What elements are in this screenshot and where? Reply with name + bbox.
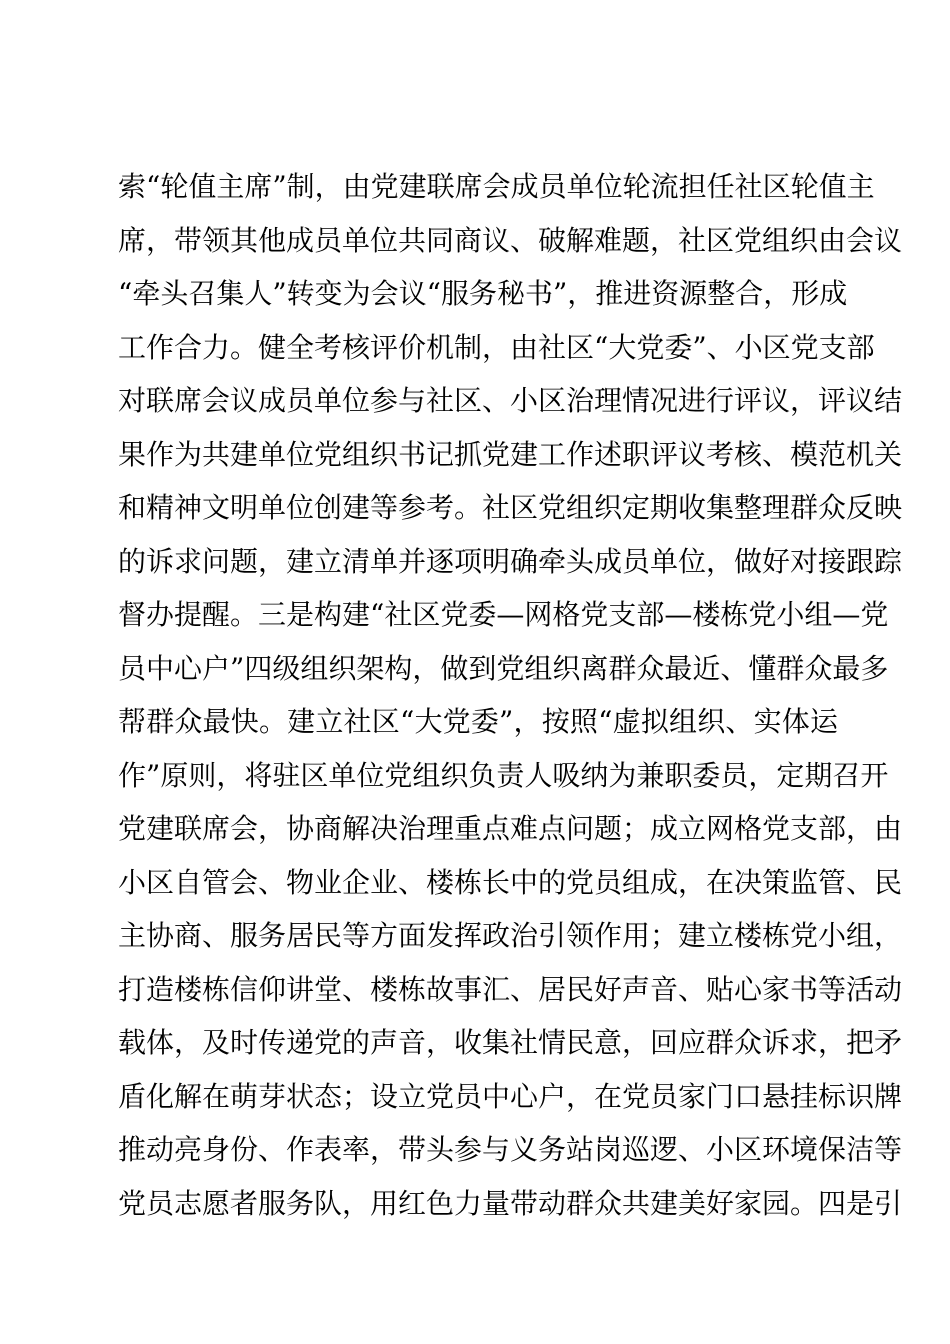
text-line: 帮群众最快。建立社区“大党委”，按照“虚拟组织、实体运 [118,705,838,738]
text-line: 盾化解在萌芽状态；设立党员中心户，在党员家门口悬挂标识牌 [118,1079,903,1113]
text-line: 和精神文明单位创建等参考。社区党组织定期收集整理群众反映 [118,491,903,524]
text-line: 席，带领其他成员单位共同商议、破解难题，社区党组织由会议 [118,223,903,257]
text-line: 对联席会议成员单位参与社区、小区治理情况进行评议，评议结 [118,384,903,417]
text-line: 打造楼栋信仰讲堂、楼栋故事汇、居民好声音、贴心家书等活动 [118,972,903,1006]
text-line: 索“轮值主席”制，由党建联席会成员单位轮流担任社区轮值主 [118,170,875,203]
text-line: 督办提醒。三是构建“社区党委—网格党支部—楼栋党小组—党 [118,598,889,631]
text-line: 主协商、服务居民等方面发挥政治引领作用；建立楼栋党小组， [118,919,903,952]
text-line: 小区自管会、物业企业、楼栋长中的党员组成，在决策监管、民 [118,865,903,899]
text-line: “牵头召集人”转变为会议“服务秘书”，推进资源整合，形成 [118,277,848,310]
text-line: 果作为共建单位党组织书记抓党建工作述职评议考核、模范机关 [118,437,903,471]
text-line: 员中心户”四级组织架构，做到党组织离群众最近、懂群众最多 [118,651,889,685]
text-line: 作”原则，将驻区单位党组织负责人吸纳为兼职委员，定期召开 [118,758,889,792]
text-line: 党建联席会，协商解决治理重点难点问题；成立网格党支部，由 [118,812,903,845]
text-line: 工作合力。健全考核评价机制，由社区“大党委”、小区党支部 [118,330,875,364]
text-line: 推动亮身份、作表率，带头参与义务站岗巡逻、小区环境保洁等 [118,1133,903,1166]
text-line: 载体，及时传递党的声音，收集社情民意，回应群众诉求，把矛 [118,1026,903,1059]
text-line: 党员志愿者服务队，用红色力量带动群众共建美好家园。四是引 [118,1186,903,1220]
document-body [118,160,903,1230]
text-line: 的诉求问题，建立清单并逐项明确牵头成员单位，做好对接跟踪 [118,544,903,578]
